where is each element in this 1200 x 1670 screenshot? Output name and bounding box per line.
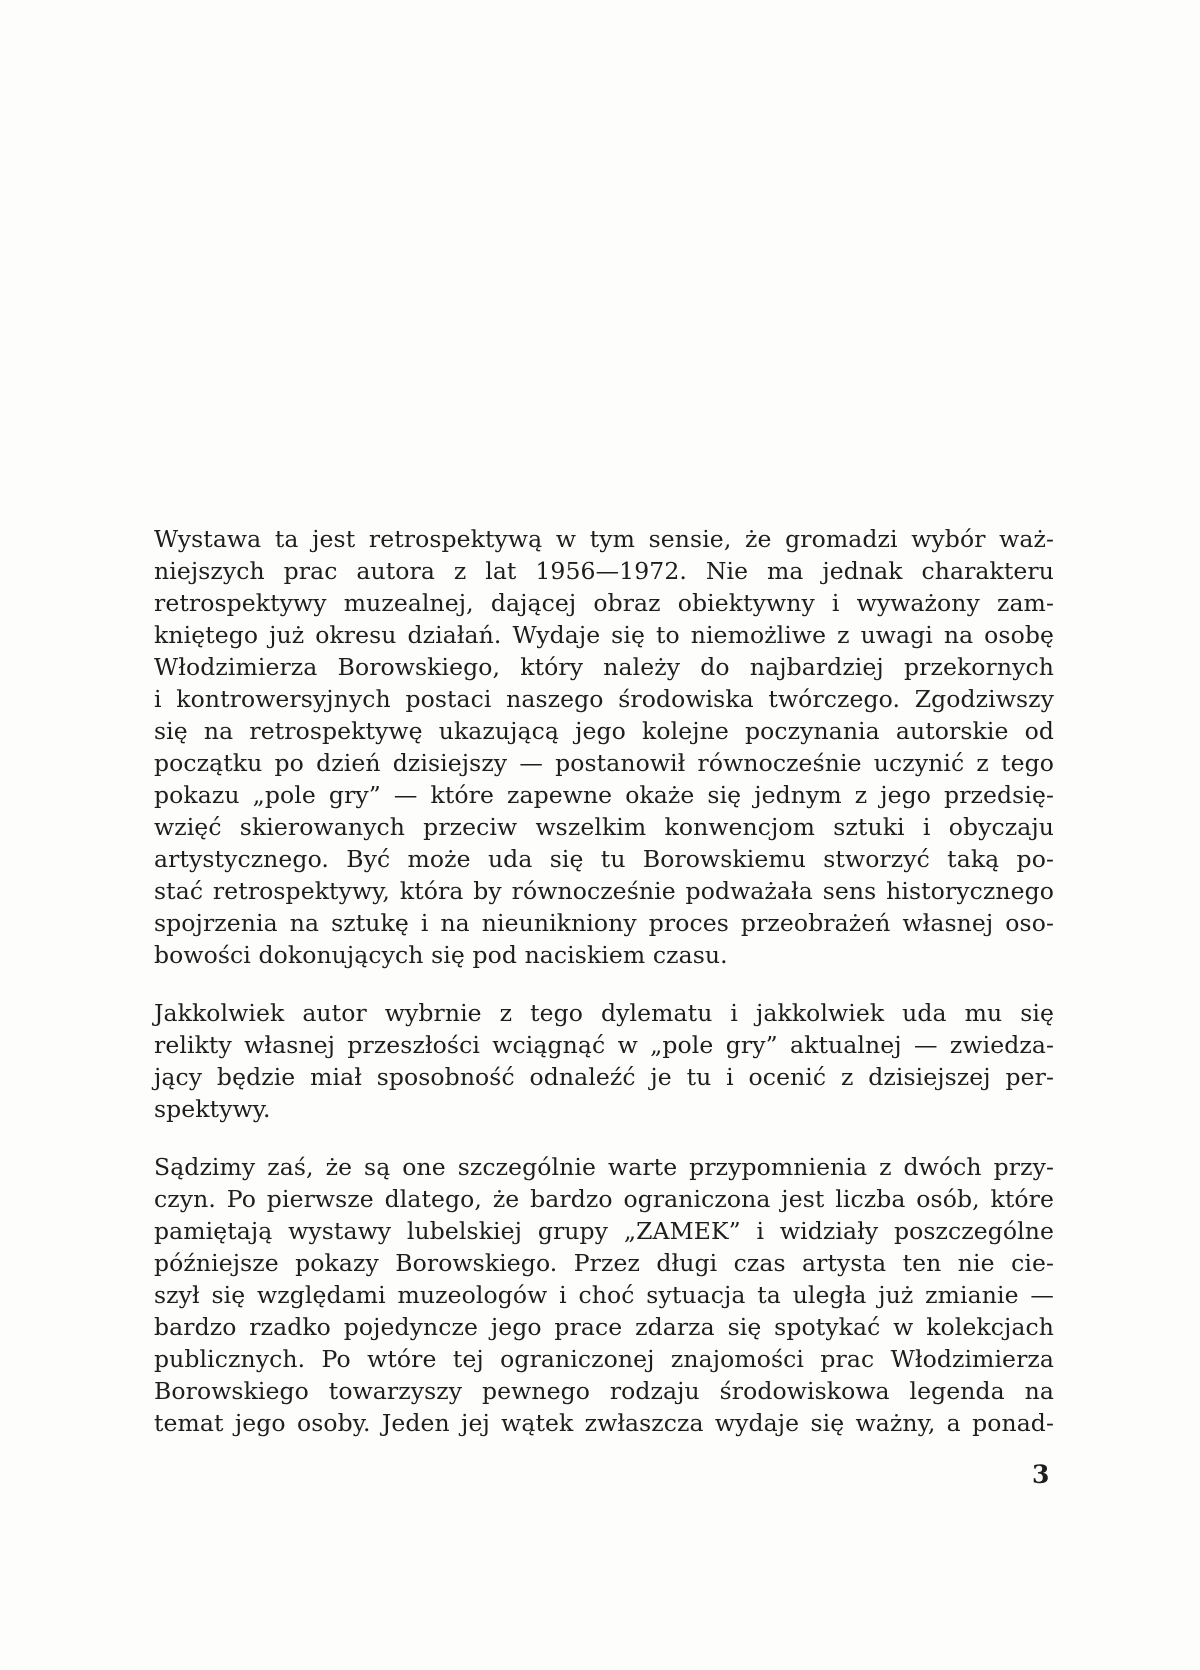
page-number: 3	[1032, 1460, 1050, 1489]
text-line: Wystawa ta jest retrospektywą w tym sensie, że gromadzi wybór waż-	[154, 525, 1054, 553]
text-line: Jakkolwiek autor wybrnie z tego dylematu i jakkolwiek uda mu się	[154, 999, 1054, 1027]
text-line: późniejsze pokazy Borowskiego. Przez długi czas artysta ten nie cie-	[154, 1249, 1054, 1277]
text-line: i kontrowersyjnych postaci naszego środowiska twórczego. Zgodziwszy	[154, 685, 1054, 713]
text-line: stać retrospektywy, która by równocześnie podważała sens historycznego	[154, 877, 1054, 905]
text-line: pokazu „pole gry” — które zapewne okaże się jednym z jego przedsię-	[154, 781, 1054, 809]
text-line: szył się względami muzeologów i choć sytuacja ta uległa już zmianie —	[154, 1281, 1054, 1309]
text-line: początku po dzień dzisiejszy — postanowił równocześnie uczynić z tego	[154, 749, 1054, 777]
text-line: artystycznego. Być może uda się tu Borowskiemu stworzyć taką po-	[154, 845, 1054, 873]
text-line: wzięć skierowanych przeciw wszelkim konwencjom sztuki i obyczaju	[154, 813, 1054, 841]
text-line: publicznych. Po wtóre tej ograniczonej znajomości prac Włodzimierza	[154, 1345, 1054, 1373]
text-line: czyn. Po pierwsze dlatego, że bardzo ograniczona jest liczba osób, które	[154, 1185, 1054, 1213]
paragraph	[154, 997, 1054, 1125]
paragraph	[154, 523, 1054, 971]
text-line: temat jego osoby. Jeden jej wątek zwłaszcza wydaje się ważny, a ponad-	[154, 1409, 1054, 1437]
text-line: spektywy.	[154, 1095, 271, 1123]
text-line: Włodzimierza Borowskiego, który należy do najbardziej przekornych	[154, 653, 1054, 681]
text-line: bowości dokonujących się pod naciskiem czasu.	[154, 941, 728, 969]
body-text	[154, 523, 1054, 1465]
text-line: pamiętają wystawy lubelskiej grupy „ZAMEK” i widziały poszczególne	[154, 1217, 1054, 1245]
text-line: Sądzimy zaś, że są one szczególnie warte przypomnienia z dwóch przy-	[154, 1153, 1054, 1181]
paragraph	[154, 1151, 1054, 1439]
text-line: jący będzie miał sposobność odnaleźć je tu i ocenić z dzisiejszej per-	[154, 1063, 1054, 1091]
text-line: spojrzenia na sztukę i na nieunikniony proces przeobrażeń własnej oso-	[154, 909, 1054, 937]
text-line: się na retrospektywę ukazującą jego kolejne poczynania autorskie od	[154, 717, 1054, 745]
text-line: bardzo rzadko pojedyncze jego prace zdarza się spotykać w kolekcjach	[154, 1313, 1054, 1341]
text-line: niejszych prac autora z lat 1956—1972. Nie ma jednak charakteru	[154, 557, 1054, 585]
text-line: retrospektywy muzealnej, dającej obraz obiektywny i wyważony zam-	[154, 589, 1054, 617]
text-line: relikty własnej przeszłości wciągnąć w „pole gry” aktualnej — zwiedza-	[154, 1031, 1054, 1059]
text-line: kniętego już okresu działań. Wydaje się to niemożliwe z uwagi na osobę	[154, 621, 1054, 649]
text-line: Borowskiego towarzyszy pewnego rodzaju środowiskowa legenda na	[154, 1377, 1054, 1405]
